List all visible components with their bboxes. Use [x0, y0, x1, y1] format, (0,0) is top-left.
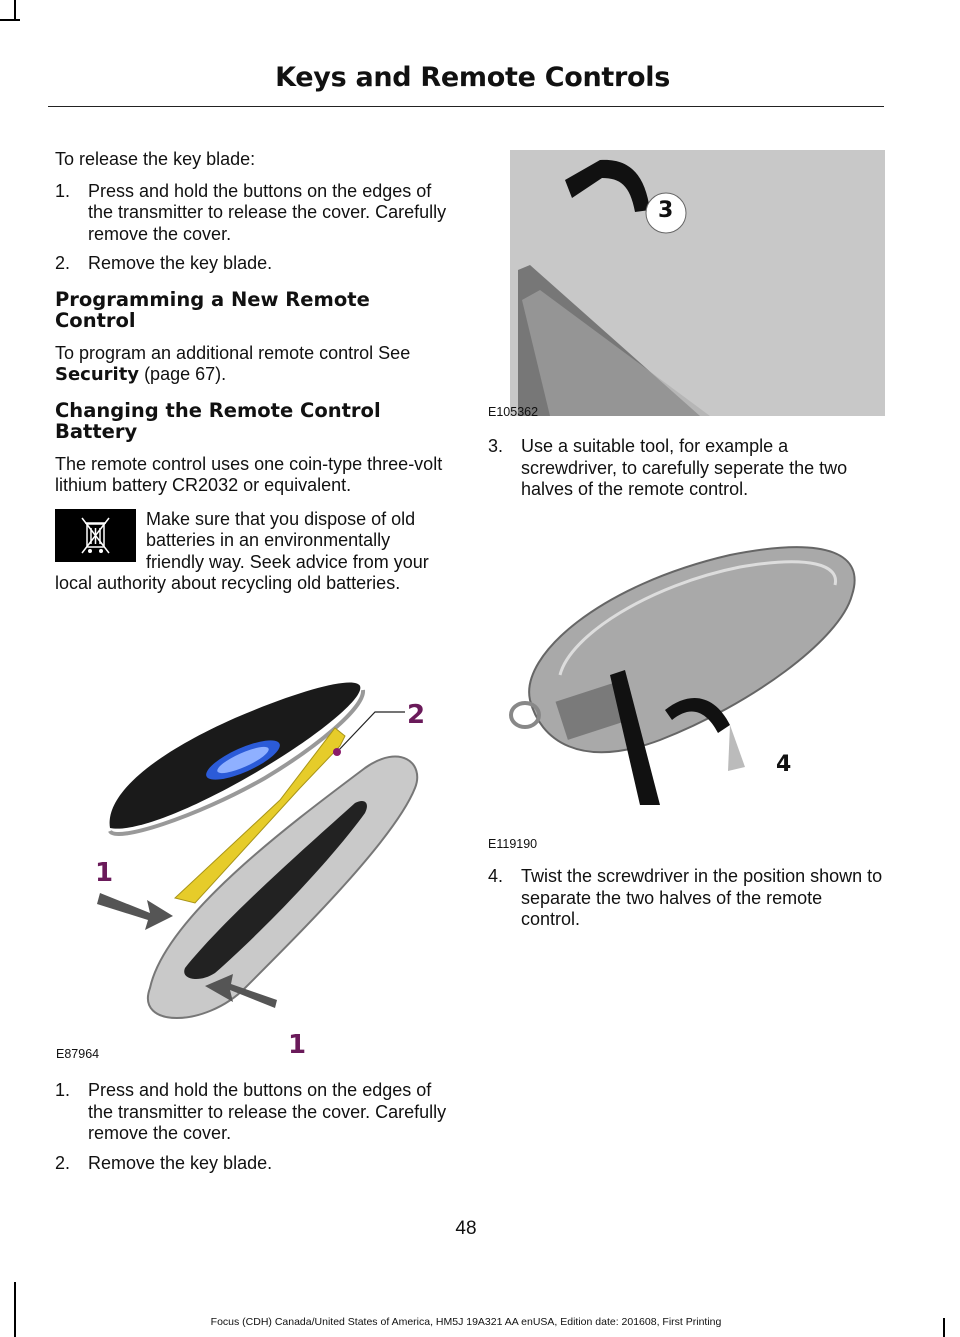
page-number: 48	[455, 1218, 477, 1239]
list-item: 1. Press and hold the buttons on the edges of the transmitter to release the cover. Carefully remove the cover.	[55, 180, 447, 244]
footer-text: Focus (CDH) Canada/United States of America, HM5J 19A321 AA enUSA, Edition date: 201608, First Printing	[210, 1316, 722, 1328]
page-title: Keys and Remote Controls	[275, 62, 670, 93]
right-step-4	[488, 866, 883, 939]
list-item: 3. Use a suitable tool, for example a screwdriver, to carefully seperate the two halves of the remote control.	[488, 436, 848, 499]
left-column-bottom	[55, 1080, 450, 1182]
recycling-bin-icon	[55, 509, 136, 562]
program-text: To program an additional remote control See Security (page 67).	[55, 342, 411, 385]
figure-id: E105362	[488, 405, 539, 419]
callout-2: 2	[407, 700, 426, 730]
security-link[interactable]: Security	[55, 364, 140, 385]
list-item: 4. Twist the screwdriver in the position shown to separate the two halves of the remote control.	[488, 866, 883, 929]
crop-mark	[14, 1282, 16, 1337]
left-column-top	[55, 149, 450, 595]
list-item: 2. Remove the key blade.	[55, 253, 273, 273]
figure-id: E119190	[488, 837, 538, 851]
remote-screwdriver-illustration	[500, 505, 885, 805]
list-item: 2. Remove the key blade.	[55, 1152, 273, 1173]
battery-text: The remote control uses one coin-type three-volt lithium battery CR2032 or equivalent.	[55, 453, 443, 495]
figure-id: E87964	[56, 1047, 100, 1061]
list-item: 1. Press and hold the buttons on the edges of the transmitter to release the cover. Carefully remove the cover.	[55, 1080, 447, 1143]
crop-mark	[0, 19, 20, 21]
page-header	[48, 58, 884, 107]
crop-mark	[14, 0, 16, 20]
intro-text: To release the key blade:	[55, 149, 256, 169]
callout-3: 3	[658, 198, 674, 223]
key-fob-exploded-illustration	[55, 668, 450, 1068]
section-heading-battery: Changing the Remote Control Battery	[55, 398, 381, 443]
crop-mark	[943, 1318, 945, 1337]
figure-separate-halves	[510, 150, 885, 416]
callout-4: 4	[776, 752, 792, 777]
diagonal-texture	[510, 150, 885, 416]
dispose-note: Make sure that you dispose of old batteries in an environmentally friendly way. Seek advice from your local authority about recycling old batteries.	[55, 508, 429, 593]
right-step-3	[488, 436, 883, 509]
callout-1-bottom: 1	[288, 1030, 307, 1060]
section-heading-programming: Programming a New Remote Control	[55, 287, 370, 332]
callout-1-top: 1	[95, 858, 114, 888]
